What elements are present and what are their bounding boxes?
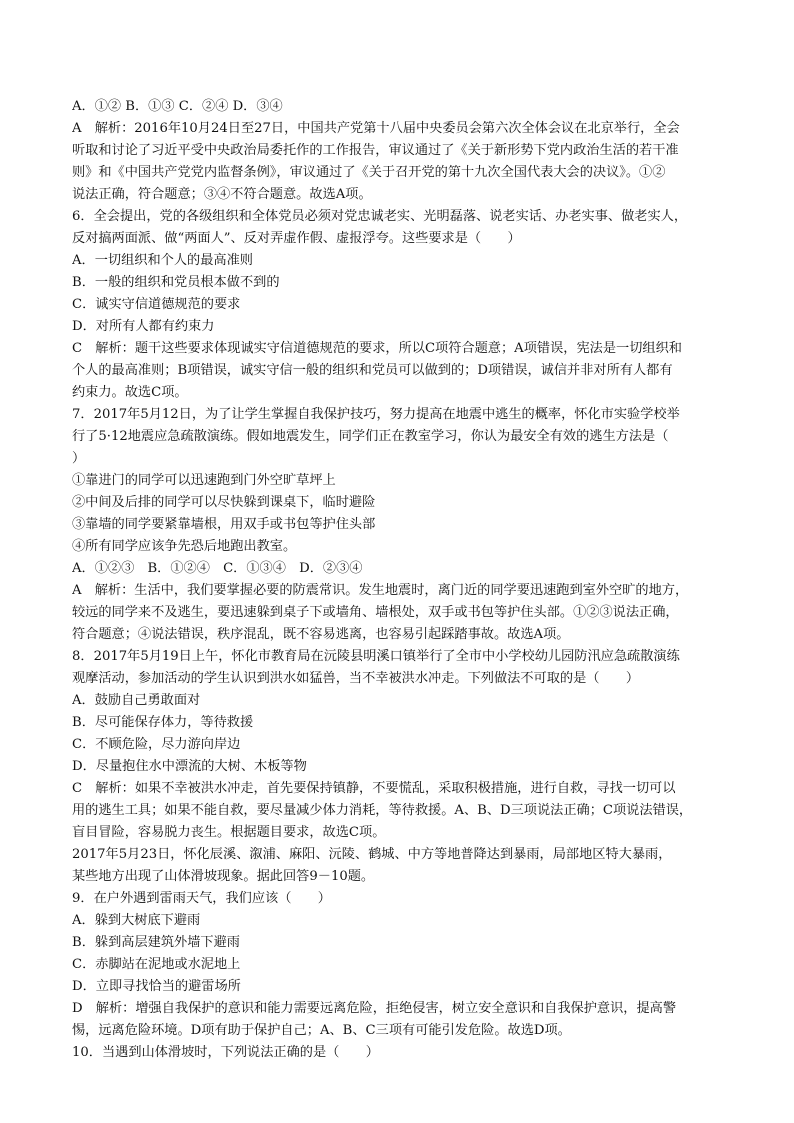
question-6-stem: 6．全会提出，党的各级组织和全体党员必须对党忠诚老实、光明磊落、说老实话、办老实事、做老实人，: [72, 209, 688, 224]
text-line: 则》和《中国共产党党内监督条例》，审议通过了《关于召开党的第十九次全国代表大会的决议》。①②: [72, 165, 666, 180]
option-a: A．一切组织和个人的最高准则: [72, 253, 253, 268]
option-a: A．鼓励自己勇敢面对: [72, 693, 201, 708]
text-line: 行了5·12地震应急疏散演练。假如地震发生，同学们正在教室学习，你认为最安全有效的逃生方法是（: [72, 429, 669, 444]
text-line: 听取和讨论了习近平受中央政治局委托作的工作报告，审议通过了《关于新形势下党内政治生活的若干准: [72, 143, 679, 158]
option-d: D．立即寻找恰当的避雷场所: [72, 979, 241, 994]
text-line: A．①② B．①③ C．②④ D．③④: [72, 99, 283, 114]
document-page: [72, 96, 722, 1064]
statement-4: ④所有同学应该争先恐后地跑出教室。: [72, 539, 297, 554]
option-c: C．赤脚站在泥地或水泥地上: [72, 957, 241, 972]
text-line: 较远的同学来不及逃生，要迅速躲到桌子下或墙角、墙根处，双手或书包等护住头部。①②③说法正确，: [72, 605, 679, 620]
material-intro: 2017年5月23日，怀化辰溪、溆浦、麻阳、沅陵、鹤城、中方等地普降达到暴雨，局部地区特大暴雨，: [72, 847, 672, 862]
text-line: ）: [72, 451, 86, 466]
statement-3: ③靠墙的同学要紧靠墙根，用双手或书包等护住头部: [72, 517, 376, 532]
text-line: 惕，远离危险环境。D项有助于保护自己；A、B、C三项有可能引发危险。故选D项。: [72, 1023, 571, 1038]
text-line: 个人的最高准则；B项错误，诚实守信一般的组织和党员可以做到的；D项错误，诚信并非对所有人都有: [72, 363, 673, 378]
text-line: 盲目冒险，容易脱力丧生。根据题目要求，故选C项。: [72, 825, 386, 840]
option-c: C．诚实守信道德规范的要求: [72, 297, 241, 312]
answer-analysis: D 解析：增强自我保护的意识和能力需要远离危险，拒绝侵害，树立安全意识和自我保护意识，提高警: [72, 1001, 677, 1016]
option-b: B．尽可能保存体力，等待救援: [72, 715, 254, 730]
text-line: 约束力。故选C项。: [72, 385, 188, 400]
options-line: A．①②③ B．①②④ C．①③④ D．②③④: [72, 561, 363, 576]
question-7-stem: 7．2017年5月12日，为了让学生掌握自我保护技巧，努力提高在地震中逃生的概率，怀化市实验学校举: [72, 407, 680, 422]
text-line: 符合题意；④说法错误，秩序混乱，既不容易逃离，也容易引起踩踏事故。故选A项。: [72, 627, 570, 642]
answer-analysis: C 解析：题干这些要求体现诚实守信道德规范的要求，所以C项符合题意；A项错误，宪法是一切组织和: [72, 341, 682, 356]
option-a: A．躲到大树底下避雨: [72, 913, 201, 928]
option-c: C．不顾危险，尽力游向岸边: [72, 737, 241, 752]
text-line: 反对搞两面派、做“两面人”、反对弄虚作假、虚报浮夸。这些要求是（ ）: [72, 231, 521, 246]
text-line: 观摩活动，参加活动的学生认识到洪水如猛兽，当不幸被洪水冲走。下列做法不可取的是（ ）: [72, 671, 640, 686]
text-line: 用的逃生工具；如果不能自救，要尽量减少体力消耗，等待救援。A、B、D三项说法正确；C项说法错误，: [72, 803, 693, 818]
answer-analysis: A 解析：生活中，我们要掌握必要的防震常识。发生地震时，离门近的同学要迅速跑到室外空旷的地方，: [72, 583, 689, 598]
answer-analysis: C 解析：如果不幸被洪水冲走，首先要保持镇静，不要慌乱，采取积极措施，进行自救，寻找一切可以: [72, 781, 676, 796]
question-8-stem: 8．2017年5月19日上午，怀化市教育局在沅陵县明溪口镇举行了全市中小学校幼儿园防汛应急疏散演练: [72, 649, 680, 664]
question-10-stem: 10．当遇到山体滑坡时，下列说法正确的是（ ）: [72, 1045, 379, 1060]
option-d: D．对所有人都有约束力: [72, 319, 215, 334]
statement-1: ①靠进门的同学可以迅速跑到门外空旷草坪上: [72, 473, 336, 488]
text-line: 说法正确，符合题意；③④不符合题意。故选A项。: [72, 187, 372, 202]
statement-2: ②中间及后排的同学可以尽快躲到课桌下，临时避险: [72, 495, 376, 510]
text-line: 某些地方出现了山体滑坡现象。据此回答9－10题。: [72, 869, 375, 884]
option-b: B．躲到高层建筑外墙下避雨: [72, 935, 240, 950]
question-9-stem: 9．在户外遇到雷雨天气，我们应该（ ）: [72, 891, 331, 906]
text-line: A 解析：2016年10月24日至27日，中国共产党第十八届中央委员会第六次全体会议在北京举行，全会: [72, 121, 680, 136]
option-b: B．一般的组织和党员根本做不到的: [72, 275, 280, 290]
option-d: D．尽量抱住水中漂流的大树、木板等物: [72, 759, 307, 774]
